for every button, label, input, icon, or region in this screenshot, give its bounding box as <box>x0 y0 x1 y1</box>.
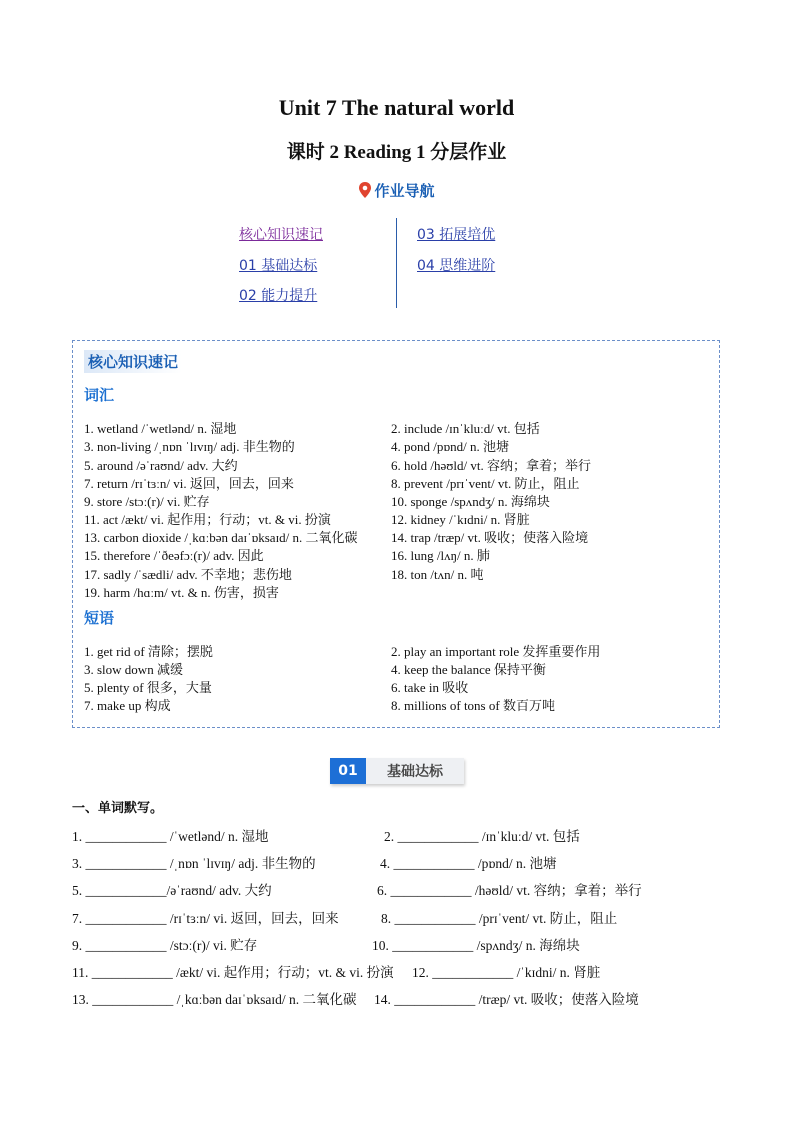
exercise-item: 4. ____________ /pɒnd/ n. 池塘 <box>380 856 557 871</box>
nav-link-ability[interactable]: 02 能力提升 <box>239 288 318 304</box>
exercise-item: 9. ____________ /stɔː(r)/ vi. 贮存 <box>72 938 258 953</box>
phrase-label: 短语 <box>84 609 115 627</box>
exercise-item: 13. ____________ /ˌkɑːbən daɪˈɒksaɪd/ n. 二氧化碳 <box>72 992 357 1007</box>
vocab-item: 11. act /ækt/ vi. 起作用；行动；vt. & vi. 扮演 <box>84 512 331 527</box>
phrase-item: 6. take in 吸收 <box>391 680 469 695</box>
vocab-item: 13. carbon dioxide /ˌkɑːbən daɪˈɒksaɪd/ n. 二氧化碳 <box>84 530 358 545</box>
nav-link-extension[interactable]: 03 拓展培优 <box>417 227 496 243</box>
exercise-item: 14. ____________ /træp/ vt. 吸收；使落入险境 <box>374 992 639 1007</box>
exercise-item: 3. ____________ /ˌnɒn ˈlɪvɪŋ/ adj. 非生物的 <box>72 856 316 871</box>
vocab-label: 词汇 <box>84 386 115 404</box>
vocab-item: 19. harm /hɑːm/ vt. & n. 伤害，损害 <box>84 585 279 600</box>
exercise-item: 1. ____________ /ˈwetlənd/ n. 湿地 <box>72 829 269 844</box>
exercise-item: 11. ____________ /ækt/ vi. 起作用；行动；vt. & vi. 扮演 <box>72 965 394 980</box>
vocab-item: 5. around /əˈraʊnd/ adv. 大约 <box>84 458 238 473</box>
exercise-item: 7. ____________ /rɪˈtɜːn/ vi. 返回，回去，回来 <box>72 911 339 926</box>
phrase-item: 7. make up 构成 <box>84 698 171 713</box>
exercise-item: 5. ____________/əˈraʊnd/ adv. 大约 <box>72 883 272 898</box>
vocab-item: 17. sadly /ˈsædli/ adv. 不幸地；悲伤地 <box>84 567 292 582</box>
location-pin-icon <box>358 182 372 198</box>
exercise-item: 10. ____________ /spʌndʒ/ n. 海绵块 <box>372 938 580 953</box>
vocab-item: 10. sponge /spʌndʒ/ n. 海绵块 <box>391 494 550 509</box>
phrase-item: 2. play an important role 发挥重要作用 <box>391 644 601 659</box>
section-title: 基础达标 <box>366 758 464 784</box>
exercise-item: 6. ____________ /həʊld/ vt. 容纳；拿着；举行 <box>377 883 642 898</box>
phrase-item: 3. slow down 减缓 <box>84 662 183 677</box>
vocab-item: 2. include /ɪnˈkluːd/ vt. 包括 <box>391 421 540 436</box>
phrase-item: 4. keep the balance 保持平衡 <box>391 662 546 677</box>
vocab-item: 3. non-living /ˌnɒn ˈlɪvɪŋ/ adj. 非生物的 <box>84 439 295 454</box>
question-heading: 一、单词默写。 <box>72 801 164 816</box>
homework-nav-label: 作业导航 <box>374 182 435 200</box>
exercise-item: 2. ____________ /ɪnˈkluːd/ vt. 包括 <box>384 829 580 844</box>
section-number: 01 <box>330 758 366 784</box>
nav-link-core-knowledge[interactable]: 核心知识速记 <box>239 227 323 243</box>
vocab-item: 8. prevent /prɪˈvent/ vt. 防止，阻止 <box>391 476 580 491</box>
exercise-item: 8. ____________ /prɪˈvent/ vt. 防止，阻止 <box>381 911 618 926</box>
vocab-item: 6. hold /həʊld/ vt. 容纳；拿着；举行 <box>391 458 591 473</box>
vocab-item: 18. ton /tʌn/ n. 吨 <box>391 567 484 582</box>
core-knowledge-heading: 核心知识速记 <box>84 350 182 373</box>
nav-link-thinking[interactable]: 04 思维进阶 <box>417 258 496 274</box>
vocab-item: 15. therefore /ˈðeəfɔː(r)/ adv. 因此 <box>84 548 264 563</box>
lesson-subtitle: 课时 2 Reading 1 分层作业 <box>286 142 507 163</box>
vocab-item: 4. pond /pɒnd/ n. 池塘 <box>391 439 510 454</box>
page-title: Unit 7 The natural world <box>278 95 515 120</box>
vocab-item: 12. kidney /ˈkɪdni/ n. 肾脏 <box>391 512 530 527</box>
vocab-item: 16. lung /lʌŋ/ n. 肺 <box>391 548 490 563</box>
phrase-item: 5. plenty of 很多，大量 <box>84 680 212 695</box>
nav-divider <box>396 218 397 308</box>
exercise-item: 12. ____________ /ˈkɪdni/ n. 肾脏 <box>412 965 601 980</box>
section-01-badge <box>330 758 464 784</box>
vocab-item: 14. trap /træp/ vt. 吸收；使落入险境 <box>391 530 589 545</box>
vocab-item: 7. return /rɪˈtɜːn/ vi. 返回，回去，回来 <box>84 476 294 491</box>
homework-nav-title <box>0 180 793 201</box>
phrase-item: 8. millions of tons of 数百万吨 <box>391 698 555 713</box>
vocab-item: 1. wetland /ˈwetlənd/ n. 湿地 <box>84 421 237 436</box>
vocab-item: 9. store /stɔː(r)/ vi. 贮存 <box>84 494 210 509</box>
nav-link-basics[interactable]: 01 基础达标 <box>239 258 318 274</box>
phrase-item: 1. get rid of 清除；摆脱 <box>84 644 213 659</box>
